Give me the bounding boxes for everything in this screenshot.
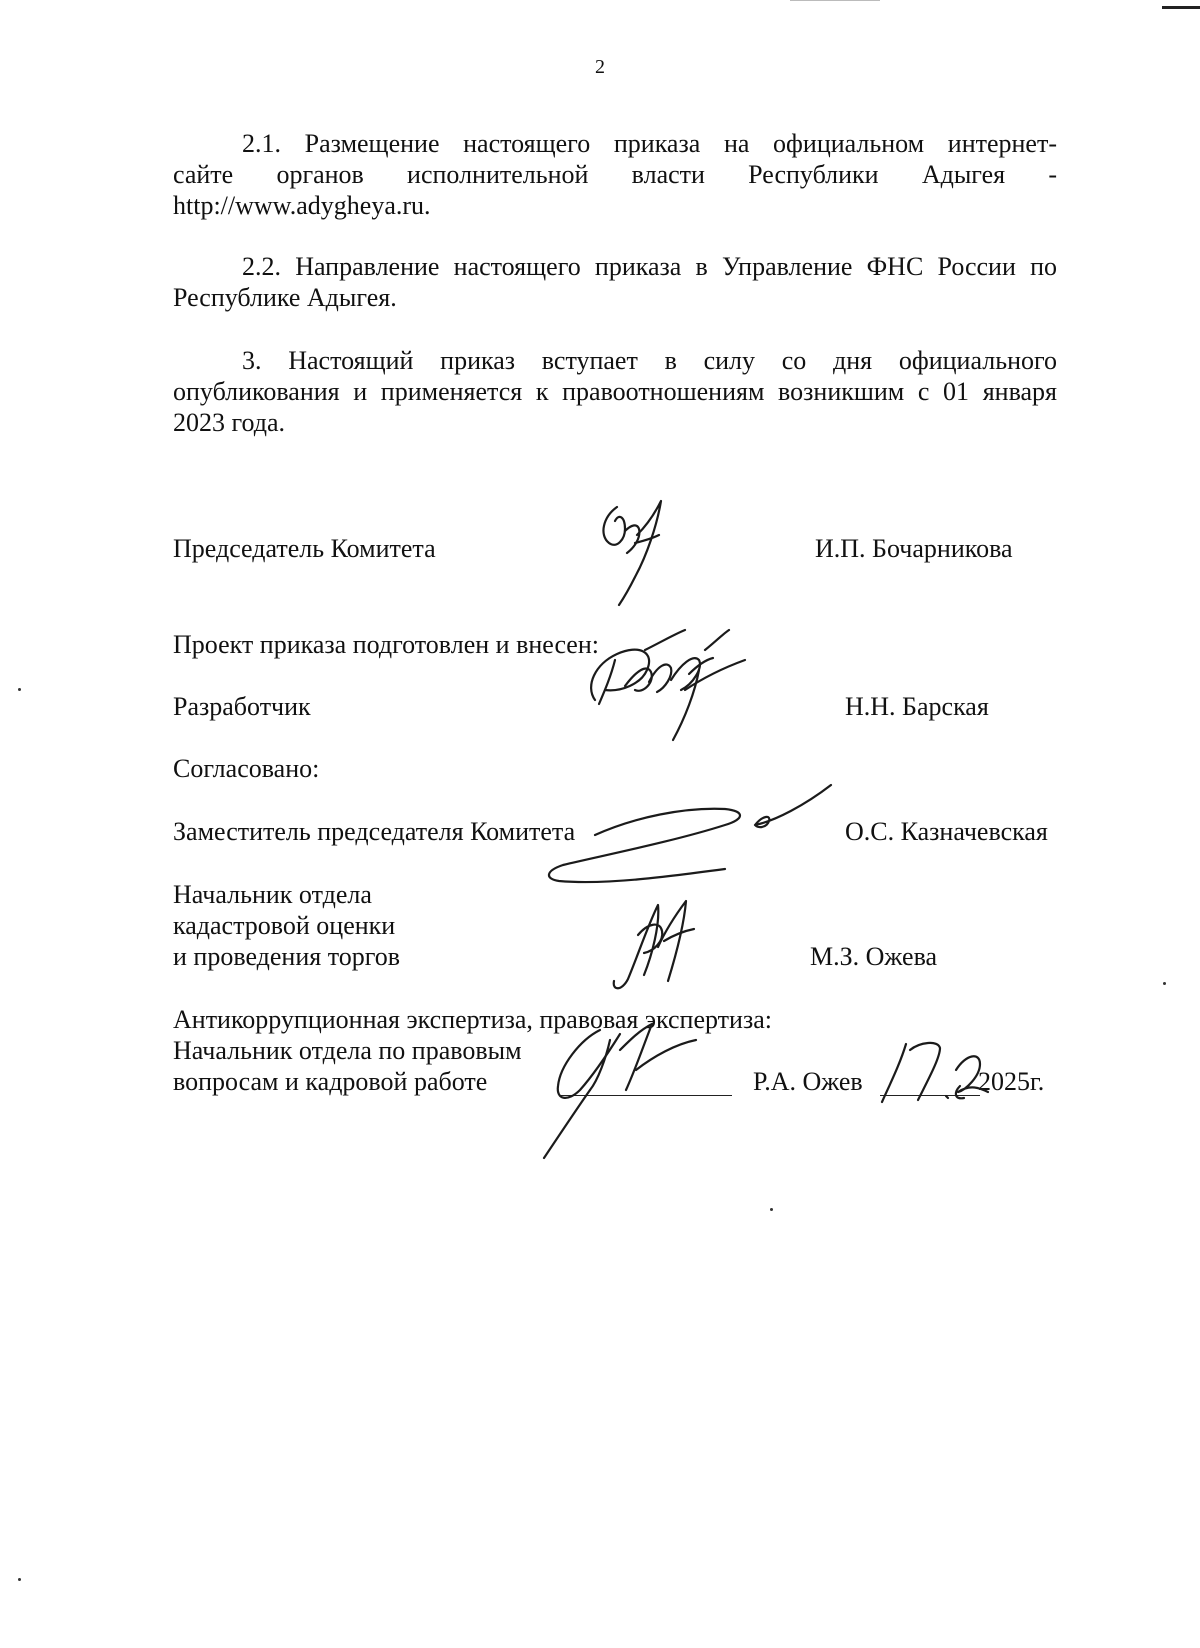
deputy-chairman-name: О.С. Казначевская bbox=[845, 817, 1048, 846]
cadastral-head-position-line-2: кадастровой оценки bbox=[173, 911, 396, 940]
paragraph-3-line-3: 2023 года. bbox=[173, 408, 286, 437]
agreed-label: Согласовано: bbox=[173, 754, 320, 783]
legal-review-position-line-1: Начальник отдела по правовым bbox=[173, 1036, 522, 1065]
paragraph-2-2-line-2: Республике Адыгея. bbox=[173, 283, 397, 312]
scan-artifact-line bbox=[790, 0, 880, 1]
developer-position: Разработчик bbox=[173, 692, 311, 721]
paragraph-3 bbox=[173, 345, 1057, 438]
handwritten-date bbox=[880, 1040, 990, 1110]
paragraph-3-line-1: 3. Настоящий приказ вступает в силу со дня официального bbox=[242, 346, 1057, 375]
deputy-chairman-position: Заместитель председателя Комитета bbox=[173, 817, 576, 846]
developer-name: Н.Н. Барская bbox=[845, 692, 989, 721]
scan-speck bbox=[770, 1208, 773, 1211]
legal-review-position-line-2: вопросам и кадровой работе bbox=[173, 1067, 488, 1096]
scan-edge-mark bbox=[1162, 6, 1200, 9]
developer-signature bbox=[585, 630, 765, 745]
cadastral-head-position-line-1: Начальник отдела bbox=[173, 880, 372, 909]
paragraph-2-1-line-1: 2.1. Размещение настоящего приказа на официальном интернет- bbox=[242, 129, 1057, 158]
deputy-chairman-signature bbox=[545, 785, 845, 900]
cadastral-head-position-line-3: и проведения торгов bbox=[173, 942, 401, 971]
legal-review-date-suffix: 2025г. bbox=[978, 1067, 1045, 1096]
scan-speck bbox=[18, 1578, 21, 1581]
scan-speck bbox=[18, 688, 21, 691]
paragraph-2-2 bbox=[173, 251, 1057, 313]
page-number: 2 bbox=[595, 56, 605, 78]
chairman-position: Председатель Комитета bbox=[173, 534, 436, 563]
paragraph-2-1-line-3: http://www.adygheya.ru. bbox=[173, 191, 431, 220]
cadastral-head-name: М.З. Ожева bbox=[810, 942, 938, 971]
chairman-name: И.П. Бочарникова bbox=[815, 534, 1013, 563]
scan-speck bbox=[1163, 982, 1166, 985]
prepared-by-label: Проект приказа подготовлен и внесен: bbox=[173, 630, 599, 659]
cadastral-head-signature bbox=[608, 895, 708, 995]
paragraph-2-1-line-2: сайте органов исполнительной власти Республики Адыгея - bbox=[173, 160, 1057, 189]
legal-review-signature bbox=[540, 1010, 700, 1160]
paragraph-2-2-line-1: 2.2. Направление настоящего приказа в Управление ФНС России по bbox=[242, 252, 1057, 281]
legal-review-name: Р.А. Ожев bbox=[753, 1067, 863, 1096]
paragraph-3-line-2: опубликования и применяется к правоотношениям возникшим с 01 января bbox=[173, 377, 1057, 406]
paragraph-2-1 bbox=[173, 128, 1057, 221]
chairman-signature bbox=[595, 495, 695, 610]
legal-review-label: Антикоррупционная экспертиза, правовая экспертиза: bbox=[173, 1005, 772, 1034]
